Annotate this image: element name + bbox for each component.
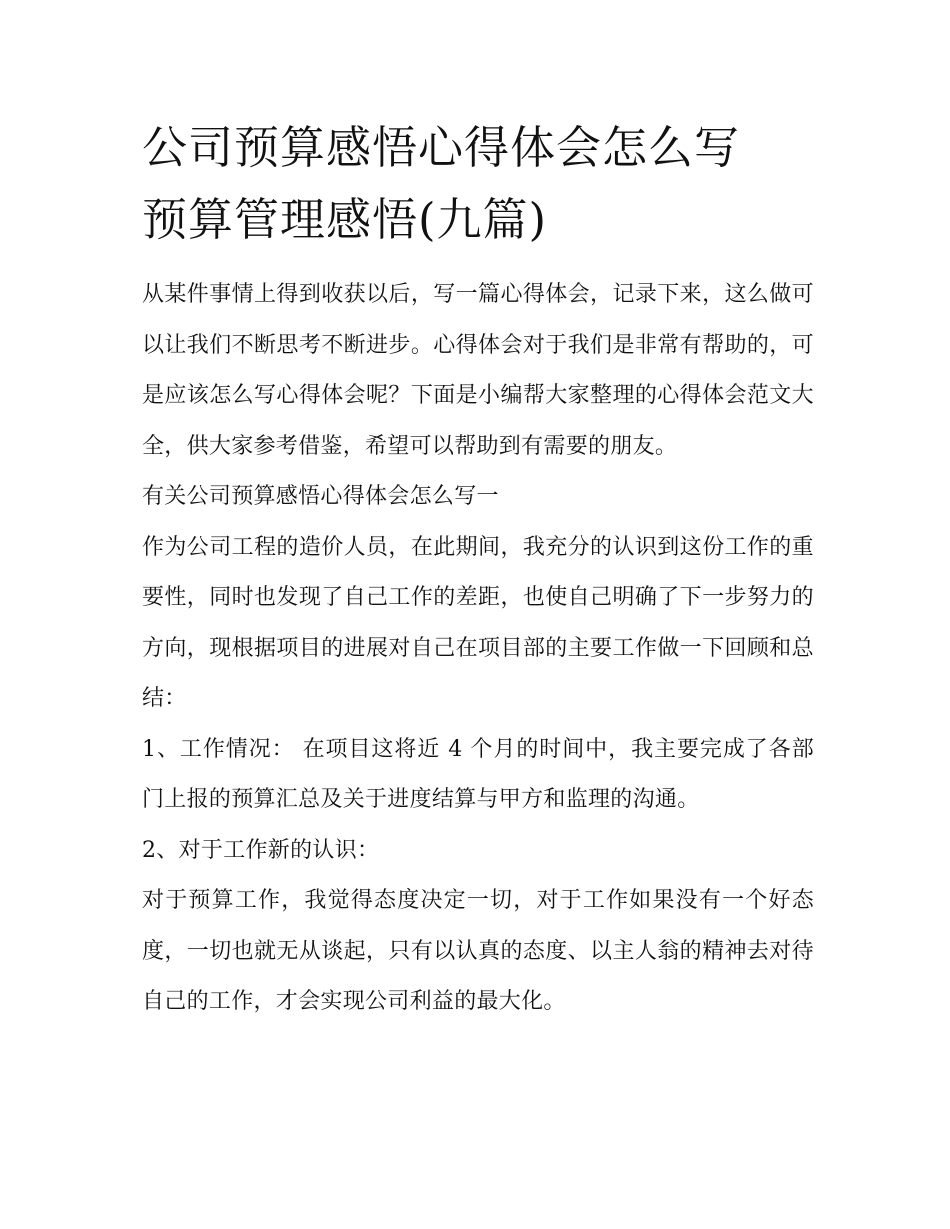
document-page (142, 112, 814, 1028)
intro-paragraph: 从某件事情上得到收获以后，写一篇心得体会，记录下来，这么做可以让我们不断思考不断进步。心得体会对于我们是非常有帮助的，可是应该怎么写心得体会呢？下面是小编帮大家整理的心得体会范文大全，供大家参考借鉴，希望可以帮助到有需要的朋友。 (142, 282, 814, 459)
title-line-1: 公司预算感悟心得体会怎么写 (142, 121, 741, 174)
body-paragraph-work-status: 1、工作情况： 在项目这将近 4 个月的时间中，我主要完成了各部门上报的预算汇总及关于进度结算与甲方和监理的沟通。 (142, 736, 814, 812)
body-paragraph-attitude: 对于预算工作，我觉得态度决定一切，对于工作如果没有一个好态度，一切也就无从谈起，只有以认真的态度、以主人翁的精神去对待自己的工作，才会实现公司利益的最大化。 (142, 888, 814, 1014)
title-line-2: 预算管理感悟(九篇) (142, 193, 548, 246)
body-paragraph-role: 作为公司工程的造价人员，在此期间，我充分的认识到这份工作的重要性，同时也发现了自己工作的差距，也使自己明确了下一步努力的方向，现根据项目的进展对自己在项目部的主要工作做一下回顾和总结： (142, 534, 814, 711)
section-heading-one: 有关公司预算感悟心得体会怎么写一 (142, 484, 499, 509)
body-paragraph-new-understanding-heading: 2、对于工作新的认识： (142, 837, 380, 863)
document-title (142, 112, 814, 256)
